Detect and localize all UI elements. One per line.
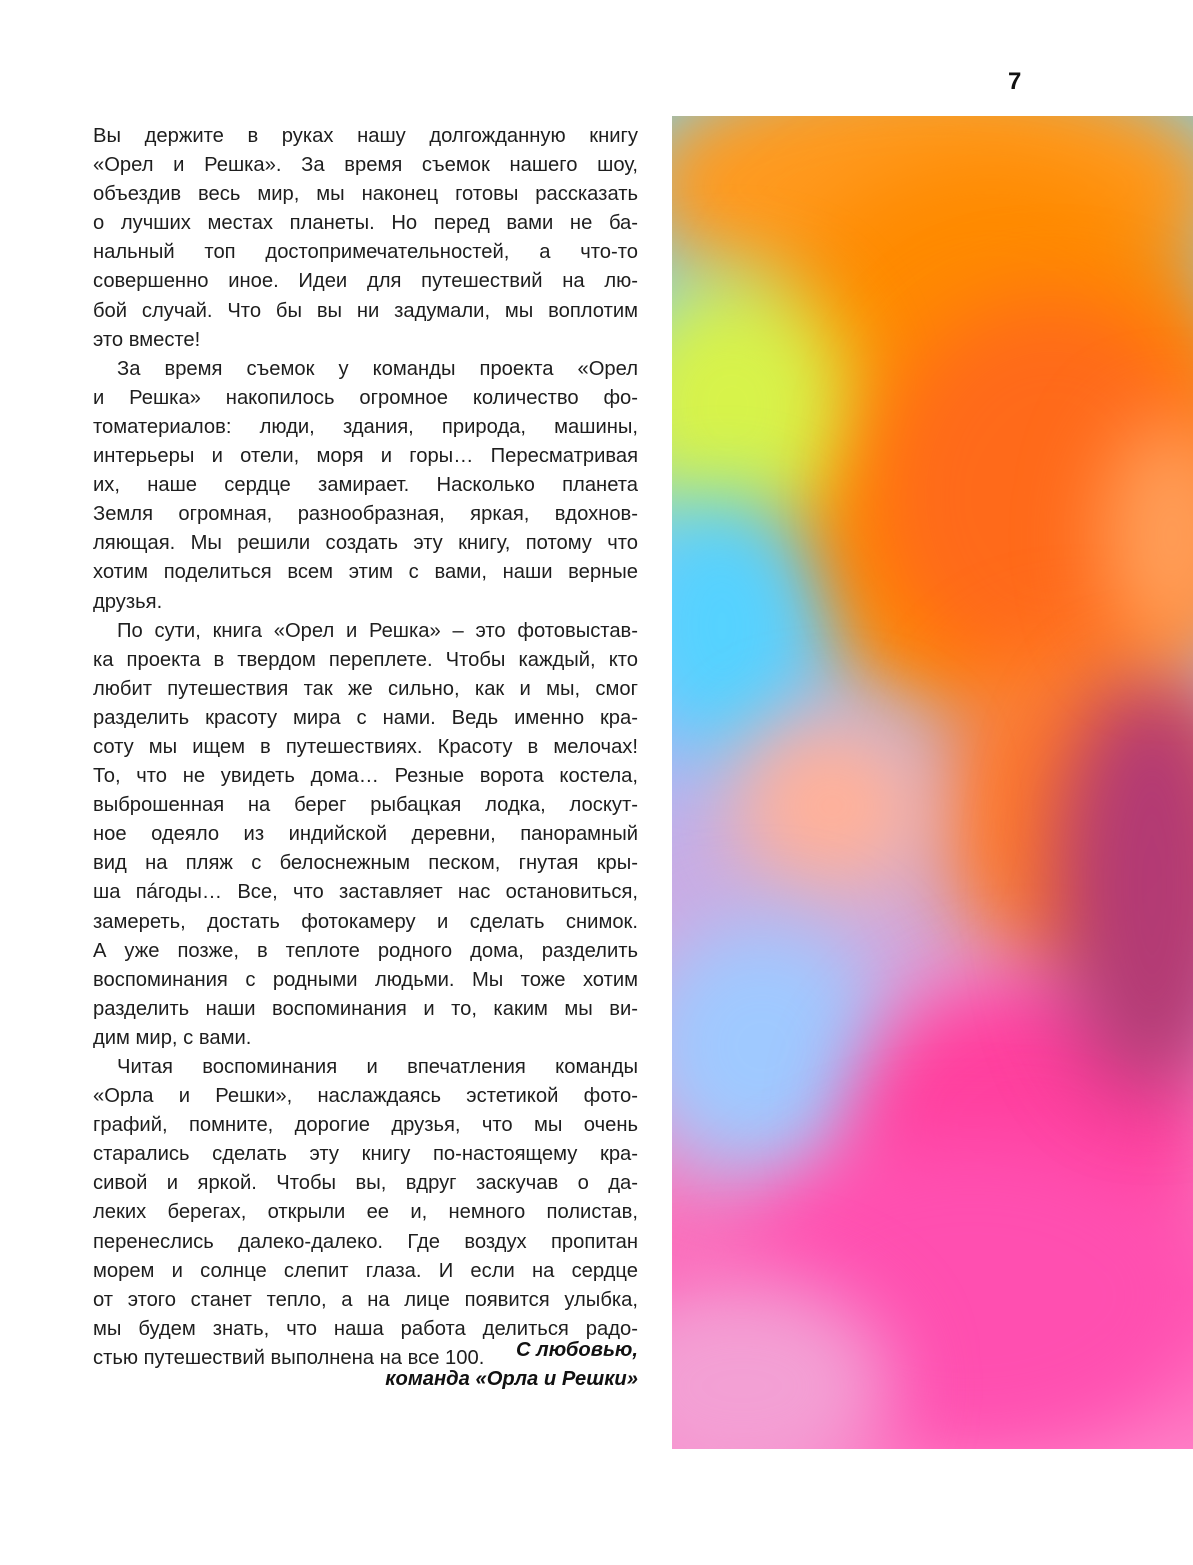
text-line: сивой и яркой. Чтобы вы, вдруг заскучав о да- [93,1172,638,1195]
text-line: замереть, достать фотокамеру и сделать снимок. [93,910,638,933]
text-line: ка проекта в твердом переплете. Чтобы каждый, кто [93,648,638,671]
text-line: хотим поделиться всем этим с вами, наши верные [93,561,638,584]
text-line: любит путешествия так же сильно, как и мы, смог [93,677,638,700]
text-line: старались сделать эту книгу по-настоящему кра- [93,1143,638,1166]
page-number: 7 [1008,68,1022,95]
text-line: друзья. [93,590,163,613]
text-line: о лучших местах планеты. Но перед вами не ба- [93,212,638,235]
text-line: ное одеяло из индийской деревни, панорамный [93,823,638,846]
text-line: А уже позже, в теплоте родного дома, разделить [93,939,638,962]
text-line: разделить наши воспоминания и то, каким мы ви- [93,997,638,1020]
text-line: томатериалов: люди, здания, природа, машины, [93,415,638,438]
text-line: ляющая. Мы решили создать эту книгу, потому что [93,532,638,555]
text-line: «Орла и Решки», наслаждаясь эстетикой фото- [93,1085,638,1108]
body-text [93,122,638,1373]
text-line: нальный топ достопримечательностей, а что-то [93,241,638,264]
text-line: их, наше сердце замирает. Насколько планета [93,474,638,497]
text-line: Читая воспоминания и впечатления команды [117,1056,638,1078]
text-line: леких берегах, открыли ее и, немного полистав, [93,1201,638,1224]
text-line: соту мы ищем в путешествиях. Красоту в мелочах! [93,735,638,758]
text-line: «Орел и Решка». За время съемок нашего шоу, [93,154,638,177]
text-line: и Решка» накопилось огромное количество фо- [93,386,638,409]
text-line: мы будем знать, что наша работа делиться радо- [93,1317,638,1340]
signature [300,1336,638,1394]
text-line: воспоминания с родными людьми. Мы тоже хотим [93,968,638,991]
text-line: перенеслись далеко-далеко. Где воздух пропитан [93,1230,638,1253]
text-line: По сути, книга «Орел и Решка» – это фотовыстав- [117,619,638,642]
text-line: Вы держите в руках нашу долгожданную книгу [93,125,638,147]
text-line: стью путешествий выполнена на все 100. [93,1346,485,1369]
text-line: вид на пляж с белоснежным песком, гнутая кры- [93,852,638,875]
text-line: интерьеры и отели, моря и горы… Пересматривая [93,445,638,468]
text-line: от этого станет тепло, а на лице появится улыбка, [93,1288,638,1311]
text-line: бой случай. Что бы вы ни задумали, мы воплотим [93,299,638,322]
text-line: это вместе! [93,328,201,351]
text-line: разделить красоту мира с нами. Ведь именно кра- [93,706,638,729]
text-line: ша пáгоды… Все, что заставляет нас остановиться, [93,881,638,904]
text-line: То, что не увидеть дома… Резные ворота костела, [93,765,638,788]
text-line: дим мир, с вами. [93,1026,252,1049]
text-line: объездив весь мир, мы наконец готовы рассказать [93,183,638,206]
text-line: выброшенная на берег рыбацкая лодка, лоскут- [93,794,638,817]
signature-line-2: команда «Орла и Решки» [385,1368,638,1390]
holi-color-festival-photo [672,116,1193,1449]
text-line: графий, помните, дорогие друзья, что мы очень [93,1114,638,1137]
text-line: совершенно иное. Идеи для путешествий на лю- [93,270,638,293]
text-line: морем и солнце слепит глаза. И если на сердце [93,1259,638,1282]
signature-line-1: С любовью, [515,1339,638,1361]
text-line: Земля огромная, разнообразная, яркая, вдохнов- [93,503,638,526]
text-line: За время съемок у команды проекта «Орел [117,357,638,380]
photo-color-blob [732,716,932,896]
